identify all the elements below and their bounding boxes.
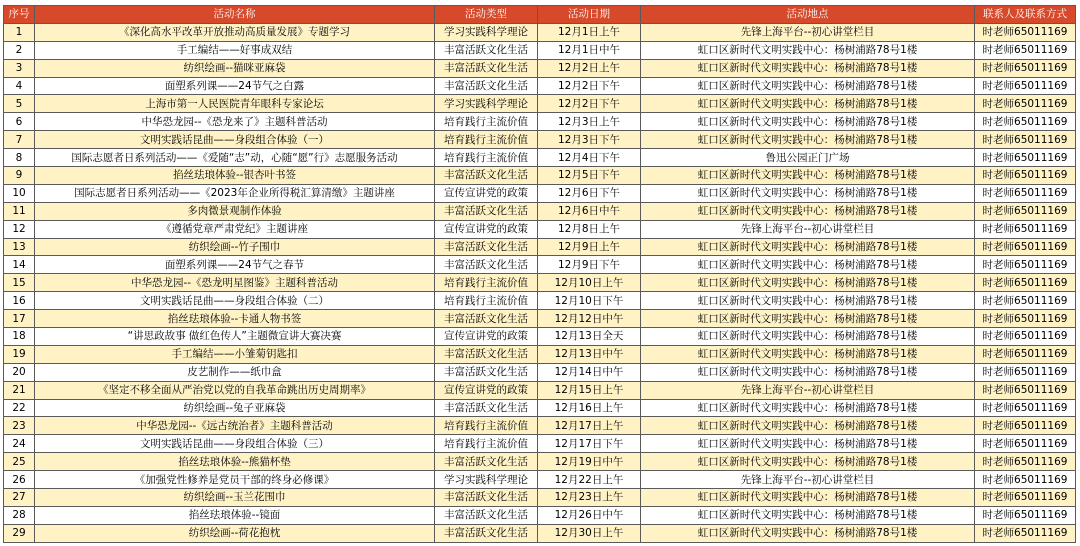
table-row (4, 274, 1076, 292)
cell-activity-name: 掐丝珐琅体验--银杏叶书签 (35, 167, 435, 185)
cell-contact: 时老师65011169 (975, 435, 1076, 453)
cell-activity-date: 12月2日上午 (538, 59, 641, 77)
table-row (4, 149, 1076, 167)
activity-schedule-sheet (3, 5, 1075, 543)
table-row (4, 23, 1076, 41)
cell-activity-type: 丰富活跃文化生活 (435, 345, 538, 363)
cell-activity-type: 丰富活跃文化生活 (435, 506, 538, 524)
table-row (4, 328, 1076, 346)
cell-activity-type: 丰富活跃文化生活 (435, 256, 538, 274)
cell-contact: 时老师65011169 (975, 238, 1076, 256)
cell-activity-date: 12月12日中午 (538, 310, 641, 328)
cell-activity-name: 纺织绘画--玉兰花围巾 (35, 489, 435, 507)
cell-activity-location: 虹口区新时代文明实践中心：杨树浦路78号1楼 (641, 417, 975, 435)
cell-activity-type: 丰富活跃文化生活 (435, 453, 538, 471)
cell-activity-name: 国际志愿者日系列活动——《爱随“志”动，心随“愿”行》志愿服务活动 (35, 149, 435, 167)
cell-activity-type: 培育践行主流价值 (435, 435, 538, 453)
cell-activity-type: 培育践行主流价值 (435, 131, 538, 149)
header-activity-date: 活动日期 (538, 6, 641, 24)
cell-activity-type: 丰富活跃文化生活 (435, 363, 538, 381)
cell-activity-date: 12月2日下午 (538, 95, 641, 113)
cell-activity-type: 宣传宣讲党的政策 (435, 184, 538, 202)
table-row (4, 184, 1076, 202)
cell-activity-name: 多肉微景观制作体验 (35, 202, 435, 220)
cell-index: 7 (4, 131, 35, 149)
table-row (4, 220, 1076, 238)
cell-activity-type: 丰富活跃文化生活 (435, 167, 538, 185)
cell-index: 12 (4, 220, 35, 238)
cell-index: 28 (4, 506, 35, 524)
cell-activity-date: 12月6日中午 (538, 202, 641, 220)
cell-activity-date: 12月15日上午 (538, 381, 641, 399)
cell-activity-name: 中华恐龙园--《恐龙明星图鉴》主题科普活动 (35, 274, 435, 292)
cell-contact: 时老师65011169 (975, 256, 1076, 274)
cell-contact: 时老师65011169 (975, 23, 1076, 41)
cell-activity-name: 《遵循党章严肃党纪》主题讲座 (35, 220, 435, 238)
cell-activity-type: 丰富活跃文化生活 (435, 489, 538, 507)
table-row (4, 506, 1076, 524)
cell-activity-location: 虹口区新时代文明实践中心：杨树浦路78号1楼 (641, 363, 975, 381)
cell-activity-name: 纺织绘画--猫咪亚麻袋 (35, 59, 435, 77)
cell-index: 11 (4, 202, 35, 220)
cell-activity-date: 12月9日上午 (538, 238, 641, 256)
cell-activity-location: 虹口区新时代文明实践中心：杨树浦路78号1楼 (641, 256, 975, 274)
cell-contact: 时老师65011169 (975, 77, 1076, 95)
cell-contact: 时老师65011169 (975, 328, 1076, 346)
table-row (4, 489, 1076, 507)
cell-contact: 时老师65011169 (975, 202, 1076, 220)
cell-activity-name: “讲思政故事 做红色传人”主题微宣讲大赛决赛 (35, 328, 435, 346)
cell-activity-date: 12月1日中午 (538, 41, 641, 59)
header-activity-name: 活动名称 (35, 6, 435, 24)
cell-activity-location: 虹口区新时代文明实践中心：杨树浦路78号1楼 (641, 292, 975, 310)
cell-activity-location: 虹口区新时代文明实践中心：杨树浦路78号1楼 (641, 274, 975, 292)
cell-activity-date: 12月8日上午 (538, 220, 641, 238)
cell-activity-location: 先锋上海平台--初心讲堂栏目 (641, 381, 975, 399)
cell-activity-location: 先锋上海平台--初心讲堂栏目 (641, 471, 975, 489)
cell-index: 26 (4, 471, 35, 489)
cell-activity-date: 12月13日中午 (538, 345, 641, 363)
cell-activity-type: 培育践行主流价值 (435, 274, 538, 292)
cell-contact: 时老师65011169 (975, 453, 1076, 471)
cell-index: 6 (4, 113, 35, 131)
cell-activity-location: 虹口区新时代文明实践中心：杨树浦路78号1楼 (641, 506, 975, 524)
cell-activity-type: 丰富活跃文化生活 (435, 59, 538, 77)
cell-activity-name: 文明实践话昆曲——身段组合体验（一） (35, 131, 435, 149)
cell-activity-date: 12月17日下午 (538, 435, 641, 453)
header-activity-type: 活动类型 (435, 6, 538, 24)
table-row (4, 292, 1076, 310)
table-row (4, 524, 1076, 542)
table-header-row (4, 6, 1076, 24)
table-row (4, 95, 1076, 113)
cell-activity-location: 虹口区新时代文明实践中心：杨树浦路78号1楼 (641, 435, 975, 453)
table-row (4, 399, 1076, 417)
cell-index: 22 (4, 399, 35, 417)
cell-activity-name: 《坚定不移全面从严治党以党的自我革命跳出历史周期率》 (35, 381, 435, 399)
table-row (4, 77, 1076, 95)
cell-activity-date: 12月10日上午 (538, 274, 641, 292)
cell-activity-type: 学习实践科学理论 (435, 23, 538, 41)
cell-contact: 时老师65011169 (975, 41, 1076, 59)
cell-activity-type: 学习实践科学理论 (435, 471, 538, 489)
table-row (4, 381, 1076, 399)
cell-activity-location: 虹口区新时代文明实践中心：杨树浦路78号1楼 (641, 238, 975, 256)
cell-activity-type: 培育践行主流价值 (435, 113, 538, 131)
cell-activity-type: 丰富活跃文化生活 (435, 202, 538, 220)
cell-index: 18 (4, 328, 35, 346)
cell-activity-date: 12月2日下午 (538, 77, 641, 95)
table-row (4, 238, 1076, 256)
cell-index: 9 (4, 167, 35, 185)
cell-activity-location: 虹口区新时代文明实践中心：杨树浦路78号1楼 (641, 310, 975, 328)
table-row (4, 59, 1076, 77)
cell-activity-date: 12月10日下午 (538, 292, 641, 310)
cell-activity-name: 掐丝珐琅体验--镜面 (35, 506, 435, 524)
cell-activity-location: 虹口区新时代文明实践中心：杨树浦路78号1楼 (641, 95, 975, 113)
cell-activity-name: 掐丝珐琅体验--卡通人物书签 (35, 310, 435, 328)
cell-contact: 时老师65011169 (975, 506, 1076, 524)
cell-activity-date: 12月4日下午 (538, 149, 641, 167)
cell-contact: 时老师65011169 (975, 149, 1076, 167)
cell-activity-type: 丰富活跃文化生活 (435, 399, 538, 417)
cell-contact: 时老师65011169 (975, 167, 1076, 185)
cell-activity-type: 丰富活跃文化生活 (435, 310, 538, 328)
table-row (4, 345, 1076, 363)
cell-contact: 时老师65011169 (975, 417, 1076, 435)
cell-activity-location: 虹口区新时代文明实践中心：杨树浦路78号1楼 (641, 167, 975, 185)
cell-activity-date: 12月6日下午 (538, 184, 641, 202)
cell-activity-date: 12月30日上午 (538, 524, 641, 542)
header-activity-location: 活动地点 (641, 6, 975, 24)
cell-activity-type: 宣传宣讲党的政策 (435, 328, 538, 346)
cell-activity-date: 12月9日下午 (538, 256, 641, 274)
table-row (4, 113, 1076, 131)
cell-activity-type: 宣传宣讲党的政策 (435, 381, 538, 399)
cell-activity-location: 虹口区新时代文明实践中心：杨树浦路78号1楼 (641, 41, 975, 59)
cell-activity-location: 虹口区新时代文明实践中心：杨树浦路78号1楼 (641, 524, 975, 542)
cell-activity-type: 学习实践科学理论 (435, 95, 538, 113)
table-row (4, 256, 1076, 274)
cell-activity-date: 12月3日下午 (538, 131, 641, 149)
cell-contact: 时老师65011169 (975, 471, 1076, 489)
cell-activity-type: 丰富活跃文化生活 (435, 77, 538, 95)
cell-activity-name: 纺织绘画--荷花抱枕 (35, 524, 435, 542)
cell-contact: 时老师65011169 (975, 310, 1076, 328)
cell-activity-location: 虹口区新时代文明实践中心：杨树浦路78号1楼 (641, 328, 975, 346)
cell-activity-date: 12月22日上午 (538, 471, 641, 489)
cell-index: 27 (4, 489, 35, 507)
cell-index: 20 (4, 363, 35, 381)
cell-activity-location: 虹口区新时代文明实践中心：杨树浦路78号1楼 (641, 113, 975, 131)
cell-contact: 时老师65011169 (975, 95, 1076, 113)
cell-activity-location: 虹口区新时代文明实践中心：杨树浦路78号1楼 (641, 184, 975, 202)
cell-contact: 时老师65011169 (975, 59, 1076, 77)
cell-activity-name: 皮艺制作——纸巾盒 (35, 363, 435, 381)
cell-index: 8 (4, 149, 35, 167)
header-index: 序号 (4, 6, 35, 24)
cell-activity-location: 虹口区新时代文明实践中心：杨树浦路78号1楼 (641, 131, 975, 149)
cell-contact: 时老师65011169 (975, 292, 1076, 310)
cell-contact: 时老师65011169 (975, 184, 1076, 202)
cell-index: 14 (4, 256, 35, 274)
cell-activity-name: 《深化高水平改革开放推动高质量发展》专题学习 (35, 23, 435, 41)
cell-activity-name: 手工编结——好事成双结 (35, 41, 435, 59)
cell-activity-location: 先锋上海平台--初心讲堂栏目 (641, 23, 975, 41)
cell-contact: 时老师65011169 (975, 363, 1076, 381)
cell-contact: 时老师65011169 (975, 524, 1076, 542)
cell-activity-name: 纺织绘画--竹子围巾 (35, 238, 435, 256)
cell-activity-date: 12月5日下午 (538, 167, 641, 185)
cell-contact: 时老师65011169 (975, 489, 1076, 507)
cell-index: 13 (4, 238, 35, 256)
cell-index: 29 (4, 524, 35, 542)
cell-activity-date: 12月16日上午 (538, 399, 641, 417)
cell-activity-type: 丰富活跃文化生活 (435, 524, 538, 542)
cell-activity-date: 12月1日上午 (538, 23, 641, 41)
table-row (4, 435, 1076, 453)
table-row (4, 167, 1076, 185)
cell-activity-date: 12月23日上午 (538, 489, 641, 507)
cell-activity-name: 国际志愿者日系列活动——《2023年企业所得税汇算清缴》主题讲座 (35, 184, 435, 202)
cell-index: 16 (4, 292, 35, 310)
cell-index: 25 (4, 453, 35, 471)
cell-activity-name: 上海市第一人民医院青年眼科专家论坛 (35, 95, 435, 113)
cell-activity-name: 纺织绘画--兔子亚麻袋 (35, 399, 435, 417)
cell-activity-location: 鲁迅公园正门广场 (641, 149, 975, 167)
cell-contact: 时老师65011169 (975, 274, 1076, 292)
cell-index: 5 (4, 95, 35, 113)
table-row (4, 363, 1076, 381)
table-row (4, 202, 1076, 220)
cell-activity-location: 虹口区新时代文明实践中心：杨树浦路78号1楼 (641, 345, 975, 363)
cell-activity-location: 先锋上海平台--初心讲堂栏目 (641, 220, 975, 238)
cell-contact: 时老师65011169 (975, 220, 1076, 238)
cell-activity-location: 虹口区新时代文明实践中心：杨树浦路78号1楼 (641, 453, 975, 471)
header-contact: 联系人及联系方式 (975, 6, 1076, 24)
cell-contact: 时老师65011169 (975, 399, 1076, 417)
cell-activity-name: 文明实践话昆曲——身段组合体验（二） (35, 292, 435, 310)
cell-activity-name: 中华恐龙园--《恐龙来了》主题科普活动 (35, 113, 435, 131)
cell-index: 15 (4, 274, 35, 292)
table-row (4, 310, 1076, 328)
cell-contact: 时老师65011169 (975, 381, 1076, 399)
cell-activity-name: 面塑系列课——24节气之白露 (35, 77, 435, 95)
cell-activity-type: 丰富活跃文化生活 (435, 238, 538, 256)
cell-activity-name: 文明实践话昆曲——身段组合体验（三） (35, 435, 435, 453)
cell-activity-date: 12月14日中午 (538, 363, 641, 381)
cell-contact: 时老师65011169 (975, 131, 1076, 149)
cell-index: 2 (4, 41, 35, 59)
table-row (4, 471, 1076, 489)
table-row (4, 131, 1076, 149)
cell-activity-date: 12月26日中午 (538, 506, 641, 524)
cell-index: 23 (4, 417, 35, 435)
activity-table (3, 5, 1076, 543)
cell-index: 21 (4, 381, 35, 399)
cell-index: 4 (4, 77, 35, 95)
cell-activity-location: 虹口区新时代文明实践中心：杨树浦路78号1楼 (641, 202, 975, 220)
cell-activity-location: 虹口区新时代文明实践中心：杨树浦路78号1楼 (641, 77, 975, 95)
cell-activity-date: 12月3日上午 (538, 113, 641, 131)
cell-activity-location: 虹口区新时代文明实践中心：杨树浦路78号1楼 (641, 59, 975, 77)
cell-index: 1 (4, 23, 35, 41)
cell-index: 17 (4, 310, 35, 328)
cell-activity-type: 宣传宣讲党的政策 (435, 220, 538, 238)
cell-activity-location: 虹口区新时代文明实践中心：杨树浦路78号1楼 (641, 399, 975, 417)
table-body (4, 23, 1076, 542)
cell-activity-name: 手工编结——小雏菊钥匙扣 (35, 345, 435, 363)
cell-index: 3 (4, 59, 35, 77)
cell-index: 24 (4, 435, 35, 453)
table-row (4, 41, 1076, 59)
cell-activity-type: 培育践行主流价值 (435, 417, 538, 435)
cell-contact: 时老师65011169 (975, 113, 1076, 131)
cell-activity-location: 虹口区新时代文明实践中心：杨树浦路78号1楼 (641, 489, 975, 507)
cell-activity-name: 《加强党性修养是党员干部的终身必修课》 (35, 471, 435, 489)
table-row (4, 453, 1076, 471)
cell-activity-date: 12月19日中午 (538, 453, 641, 471)
cell-activity-name: 面塑系列课——24节气之春节 (35, 256, 435, 274)
cell-activity-type: 培育践行主流价值 (435, 149, 538, 167)
table-row (4, 417, 1076, 435)
cell-activity-type: 丰富活跃文化生活 (435, 41, 538, 59)
cell-activity-date: 12月13日全天 (538, 328, 641, 346)
cell-index: 10 (4, 184, 35, 202)
cell-activity-name: 掐丝珐琅体验--熊猫杯垫 (35, 453, 435, 471)
cell-activity-date: 12月17日上午 (538, 417, 641, 435)
cell-activity-name: 中华恐龙园--《远古统治者》主题科普活动 (35, 417, 435, 435)
cell-contact: 时老师65011169 (975, 345, 1076, 363)
cell-index: 19 (4, 345, 35, 363)
cell-activity-type: 培育践行主流价值 (435, 292, 538, 310)
